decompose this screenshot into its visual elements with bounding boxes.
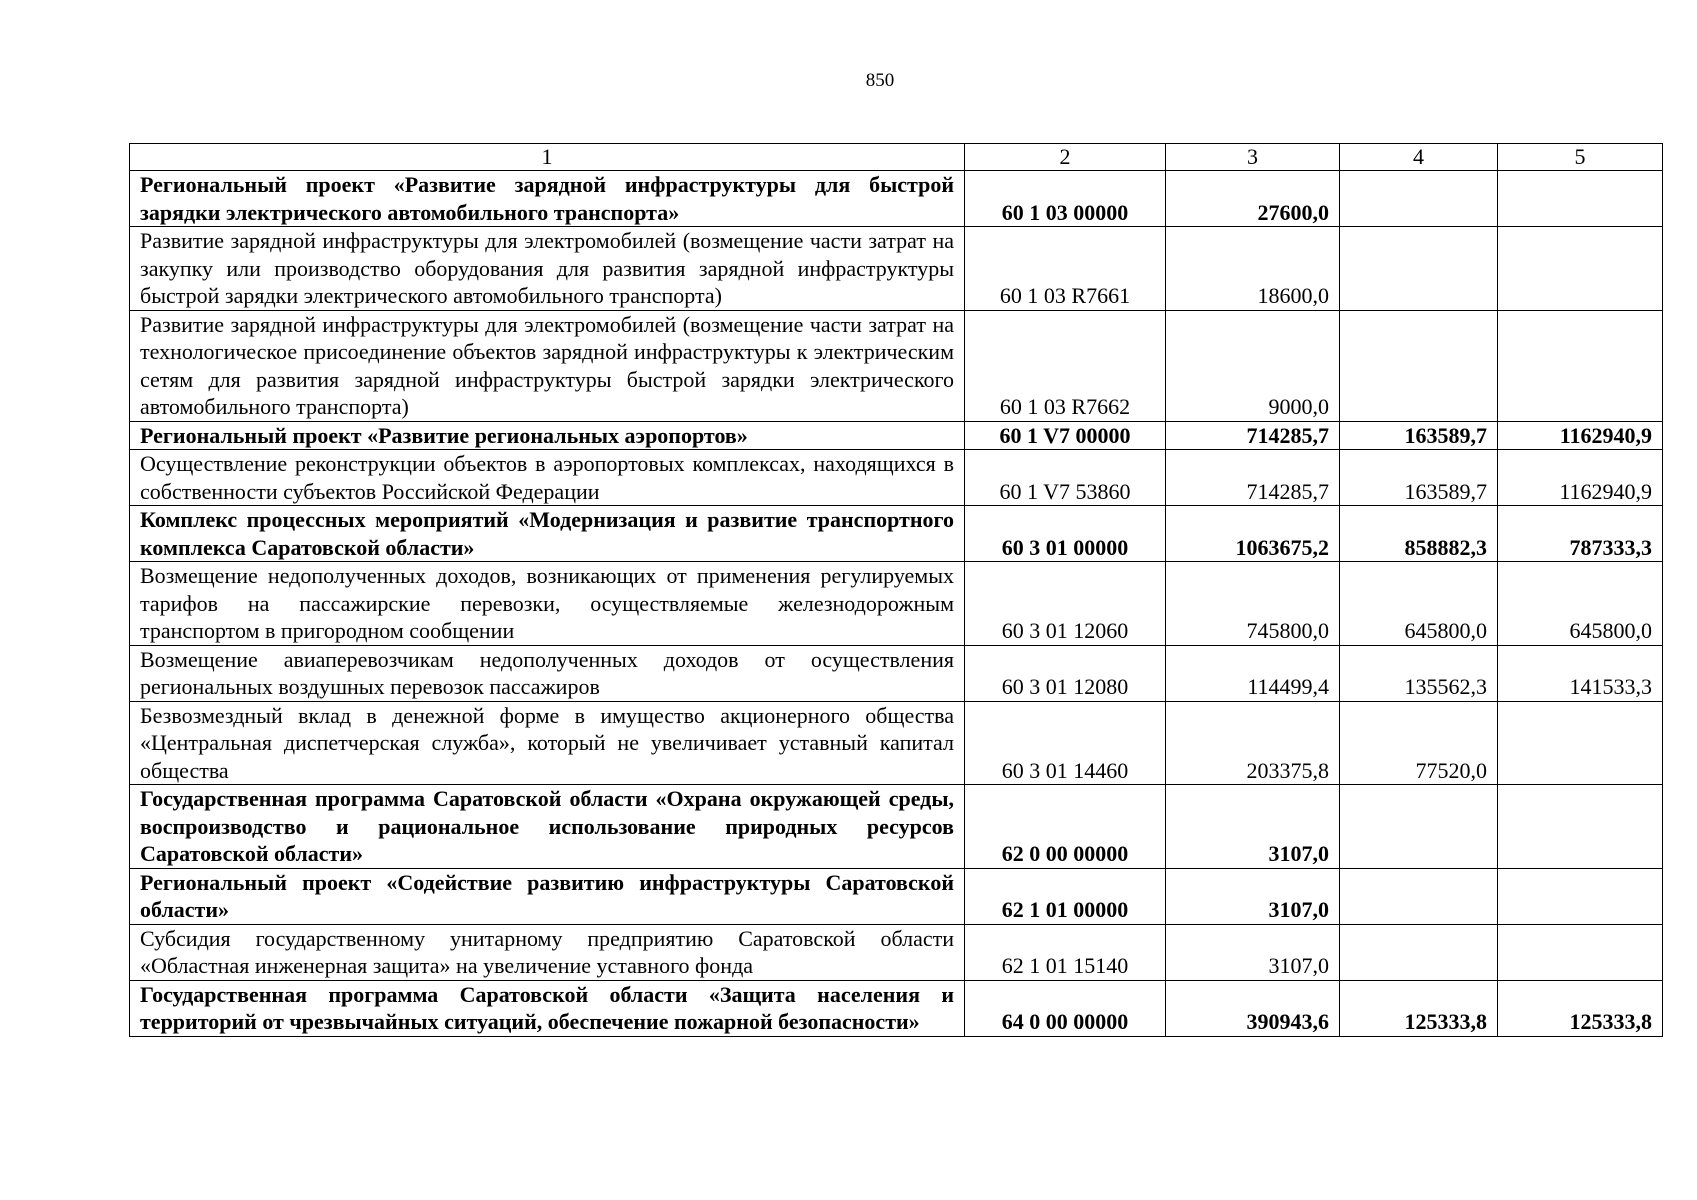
table-row [130,924,1663,980]
table-row [130,868,1663,924]
row-value-col3: 114499,4 [1166,645,1340,701]
table-row [130,645,1663,701]
table-row [130,310,1663,421]
row-value-col5 [1498,171,1663,227]
row-name-cell: Развитие зарядной инфраструктуры для электромобилей (возмещение части затрат на закупку или производство оборудования для развития зарядной инфраструктуры быстрой зарядки электрического автомобильного транспорта) [130,227,965,311]
row-name-cell: Безвозмездный вклад в денежной форме в имущество акционерного общества «Центральная диспетчерская служба», который не увеличивает уставный капитал общества [130,701,965,785]
row-code-cell: 60 3 01 14460 [965,701,1166,785]
row-value-col3: 390943,6 [1166,980,1340,1036]
row-code-cell: 60 3 01 12060 [965,562,1166,646]
row-value-col3: 714285,7 [1166,450,1340,506]
column-header-3: 3 [1166,144,1340,171]
row-name-cell: Осуществление реконструкции объектов в аэропортовых комплексах, находящихся в собственности субъектов Российской Федерации [130,450,965,506]
row-value-col4: 125333,8 [1340,980,1498,1036]
table-row [130,562,1663,646]
row-name-cell: Региональный проект «Развитие региональных аэропортов» [130,421,965,450]
row-name-cell: Возмещение авиаперевозчикам недополученных доходов от осуществления региональных воздушных перевозок пассажиров [130,645,965,701]
row-value-col4 [1340,785,1498,869]
row-value-col3: 3107,0 [1166,924,1340,980]
row-code-cell: 60 3 01 00000 [965,506,1166,562]
row-value-col5: 1162940,9 [1498,450,1663,506]
row-value-col5: 125333,8 [1498,980,1663,1036]
row-value-col4: 163589,7 [1340,421,1498,450]
row-value-col4 [1340,171,1498,227]
row-name-cell: Региональный проект «Развитие зарядной инфраструктуры для быстрой зарядки электрического автомобильного транспорта» [130,171,965,227]
row-value-col3: 714285,7 [1166,421,1340,450]
row-value-col3: 1063675,2 [1166,506,1340,562]
row-code-cell: 60 1 03 R7661 [965,227,1166,311]
row-name-cell: Субсидия государственному унитарному предприятию Саратовской области «Областная инженерная защита» на увеличение уставного фонда [130,924,965,980]
table-row [130,421,1663,450]
row-value-col5 [1498,868,1663,924]
row-code-cell: 60 1 03 00000 [965,171,1166,227]
column-header-1: 1 [130,144,965,171]
table-row [130,980,1663,1036]
row-name-cell: Государственная программа Саратовской области «Защита населения и территорий от чрезвычайных ситуаций, обеспечение пожарной безопасности» [130,980,965,1036]
row-value-col4: 858882,3 [1340,506,1498,562]
row-name-cell: Развитие зарядной инфраструктуры для электромобилей (возмещение части затрат на технологическое присоединение объектов зарядной инфраструктуры к электрическим сетям для развития зарядной инфраструктуры быстрой зарядки электрического автомобильного транспорта) [130,310,965,421]
row-value-col5 [1498,227,1663,311]
table-row [130,171,1663,227]
table-row [130,506,1663,562]
table-row [130,450,1663,506]
row-code-cell: 62 1 01 15140 [965,924,1166,980]
row-value-col3: 745800,0 [1166,562,1340,646]
row-value-col5: 1162940,9 [1498,421,1663,450]
table-row [130,785,1663,869]
table-row [130,701,1663,785]
row-code-cell: 60 1 V7 00000 [965,421,1166,450]
row-value-col5 [1498,785,1663,869]
row-value-col5 [1498,310,1663,421]
row-value-col5: 141533,3 [1498,645,1663,701]
column-header-5: 5 [1498,144,1663,171]
row-value-col3: 203375,8 [1166,701,1340,785]
row-value-col3: 3107,0 [1166,868,1340,924]
row-value-col3: 9000,0 [1166,310,1340,421]
row-value-col3: 18600,0 [1166,227,1340,311]
row-value-col4: 645800,0 [1340,562,1498,646]
row-name-cell: Возмещение недополученных доходов, возникающих от применения регулируемых тарифов на пассажирские перевозки, осуществляемые железнодорожным транспортом в пригородном сообщении [130,562,965,646]
budget-table [129,143,1663,1037]
row-value-col4: 163589,7 [1340,450,1498,506]
row-value-col4: 77520,0 [1340,701,1498,785]
row-value-col4: 135562,3 [1340,645,1498,701]
table-row [130,227,1663,311]
row-code-cell: 62 1 01 00000 [965,868,1166,924]
page-number: 850 [865,70,895,91]
row-code-cell: 64 0 00 00000 [965,980,1166,1036]
row-name-cell: Комплекс процессных мероприятий «Модернизация и развитие транспортного комплекса Саратовской области» [130,506,965,562]
row-value-col4 [1340,227,1498,311]
row-value-col5: 645800,0 [1498,562,1663,646]
row-value-col4 [1340,868,1498,924]
row-code-cell: 60 1 03 R7662 [965,310,1166,421]
row-value-col5 [1498,701,1663,785]
row-name-cell: Региональный проект «Содействие развитию инфраструктуры Саратовской области» [130,868,965,924]
row-value-col4 [1340,310,1498,421]
column-header-4: 4 [1340,144,1498,171]
row-value-col3: 27600,0 [1166,171,1340,227]
row-value-col3: 3107,0 [1166,785,1340,869]
row-code-cell: 60 1 V7 53860 [965,450,1166,506]
row-value-col5: 787333,3 [1498,506,1663,562]
row-value-col5 [1498,924,1663,980]
row-code-cell: 60 3 01 12080 [965,645,1166,701]
row-name-cell: Государственная программа Саратовской области «Охрана окружающей среды, воспроизводство и рациональное использование природных ресурсов Саратовской области» [130,785,965,869]
row-value-col4 [1340,924,1498,980]
table-header-row [130,144,1663,171]
row-code-cell: 62 0 00 00000 [965,785,1166,869]
column-header-2: 2 [965,144,1166,171]
